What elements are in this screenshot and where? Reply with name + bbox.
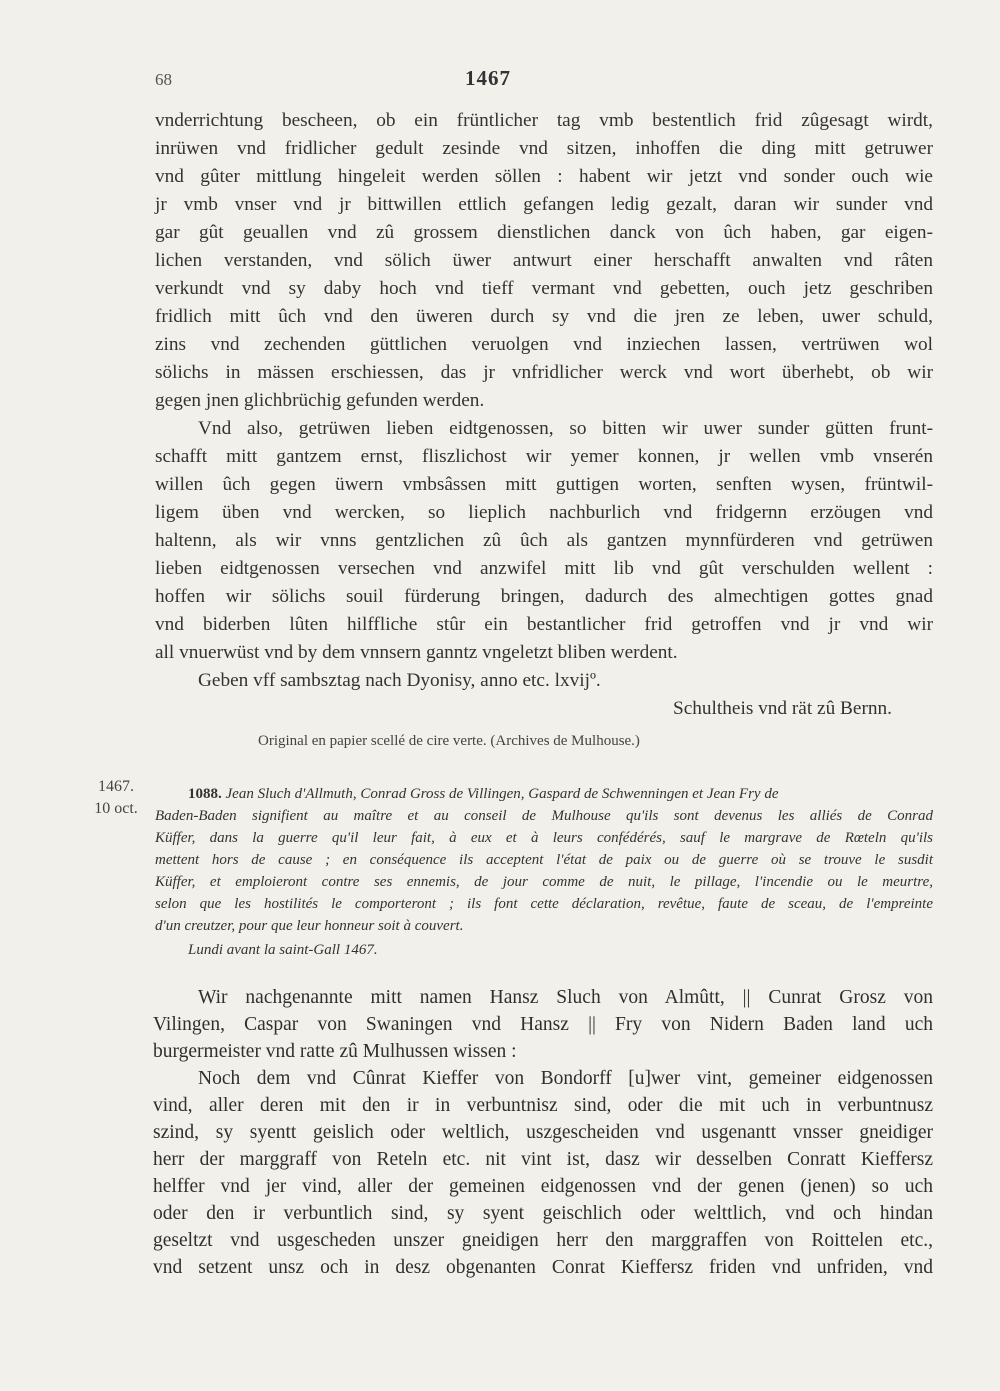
text-line: vnd gûter mittlung hingeleit werden söllen : habent wir jetzt vnd sonder ouch wie: [155, 166, 933, 187]
text-line: lieben eidtgenossen versechen vnd anzwifel mitt lib vnd gût verschulden wellent :: [155, 558, 933, 579]
text-line: gegen jnen glichbrüchig gefunden werden.: [155, 390, 485, 411]
text-line: vnderrichtung bescheen, ob ein früntlicher tag vmb bestentlich frid zûgesagt wirdt,: [155, 110, 933, 131]
text-line: herr der marggraff von Reteln etc. nit vint ist, dasz wir desselben Conratt Kieffersz: [153, 1149, 933, 1170]
text-line: helffer vnd jer vind, aller der gemeinen eidgenossen vnd der genen (jenen) so uch: [153, 1176, 933, 1197]
running-head: 1467: [465, 66, 511, 90]
source-note: Original en papier scellé de cire verte. (Archives de Mulhouse.): [258, 733, 640, 749]
text-line: zins vnd zechenden güttlichen veruolgen vnd inziechen lassen, vertrüwen wol: [155, 334, 933, 355]
regest-line: [188, 786, 933, 803]
regest-date: Lundi avant la saint-Gall 1467.: [188, 942, 378, 958]
text-line: oder den ir verbuntlich sind, sy syent geischlich oder welttlich, vnd och hindan: [153, 1203, 933, 1224]
text-line: all vnuerwüst vnd by dem vnnsern ganntz vngeletzt bliben werdent.: [155, 642, 678, 663]
text-line: haltenn, als wir vnns gentzlichen zû ûch als gantzen mynnfürderen vnd getrüwen: [155, 530, 933, 551]
text-line: schafft mitt gantzem ernst, fliszlichost wir yemer konnen, jr wellen vmb vnserén: [155, 446, 933, 467]
text-line: Noch dem vnd Cûnrat Kieffer von Bondorff [u]wer vint, gemeiner eidgenossen: [198, 1068, 933, 1089]
regest-line: Baden-Baden signifient au maître et au conseil de Mulhouse qu'ils sont devenus les alliés de Conrad: [155, 808, 933, 824]
regest-line: Küffer, et emploieront contre ses ennemis, de jour comme de nuit, le pillage, l'incendie ou le meurtre,: [155, 874, 933, 890]
text-line: verkundt vnd sy daby hoch vnd tieff vermant vnd gebetten, ouch jetz geschriben: [155, 278, 933, 299]
text-line: jr vmb vnser vnd jr bittwillen ettlich gefangen ledig gezalt, daran wir sunder vnd: [155, 194, 933, 215]
regest-text: Jean Sluch d'Allmuth, Conrad Gross de Villingen, Gaspard de Schwenningen et Jean Fry de: [225, 786, 779, 802]
regest-line: d'un creutzer, pour que leur honneur soit à couvert.: [155, 918, 464, 934]
margin-day: 10 oct.: [94, 800, 138, 817]
text-line: vind, aller deren mit den ir in verbuntnisz sind, oder die mit uch in verbuntnusz: [153, 1095, 933, 1116]
text-line: ligem üben vnd wercken, so lieplich nachburlich vnd fridgernn erzöugen vnd: [155, 502, 933, 523]
dating-clause: Geben vff sambsztag nach Dyonisy, anno etc. lxvijº.: [198, 670, 601, 691]
text-line: hoffen wir sölichs souil fürderung bringen, dadurch des almechtigen gottes gnad: [155, 586, 933, 607]
text-line: geseltzt vnd usgescheden unszer gneidigen herr den marggraffen von Roittelen etc.,: [153, 1230, 933, 1251]
regest-line: selon que les hostilités le comporteront ; ils font cette déclaration, revêtue, faute de sceau, de l'empreinte: [155, 896, 933, 912]
text-line: vnd setzent unsz och in desz obgenanten Conrat Kieffersz friden vnd unfriden, vnd: [153, 1257, 933, 1278]
text-line: Vilingen, Caspar von Swaningen vnd Hansz || Fry von Nidern Baden land uch: [153, 1014, 933, 1035]
text-line: Wir nachgenannte mitt namen Hansz Sluch von Almûtt, || Cunrat Grosz von: [198, 987, 933, 1008]
text-line: inrüwen vnd fridlicher gedult zesinde vnd sitzen, inhoffen die ding mitt getruwer: [155, 138, 933, 159]
page-number: 68: [155, 70, 172, 89]
text-line: Vnd also, getrüwen lieben eidtgenossen, so bitten wir uwer sunder gütten frunt-: [198, 418, 933, 439]
entry-number: 1088.: [188, 786, 222, 802]
text-line: willen ûch gegen üwern vmbsâssen mitt guttigen worten, senften wysen, früntwil-: [155, 474, 933, 495]
page-header: [155, 66, 935, 100]
regest-line: mettent hors de cause ; en conséquence ils acceptent l'état de paix ou de guerre où se trouve le susdit: [155, 852, 933, 868]
signature-line: Schultheis vnd rät zû Bernn.: [672, 698, 892, 719]
text-line: burgermeister vnd ratte zû Mulhussen wissen :: [153, 1041, 517, 1062]
text-line: fridlich mitt ûch vnd den üweren durch sy vnd die jren ze leben, uwer schuld,: [155, 306, 933, 327]
text-line: vnd biderben lûten hilffliche stûr ein bestantlicher frid getroffen vnd jr vnd wir: [155, 614, 933, 635]
regest-line: Küffer, dans la guerre qu'il leur fait, à eux et à leurs confédérés, sauf le margrave de Rœteln qu'ils: [155, 830, 933, 846]
text-line: gar gût geuallen vnd zû grossem dienstlichen danck von ûch haben, gar eigen-: [155, 222, 933, 243]
margin-year: 1467.: [98, 778, 134, 795]
text-line: sölichs in mässen erschiessen, das jr vnfridlicher werck vnd wort überhebt, ob wir: [155, 362, 933, 383]
text-line: lichen verstanden, vnd sölich üwer antwurt einer herschafft anwalten vnd râten: [155, 250, 933, 271]
text-line: szind, sy syentt geislich oder weltlich, uszgescheiden vnd usgenantt vnsser gneidiger: [153, 1122, 933, 1143]
